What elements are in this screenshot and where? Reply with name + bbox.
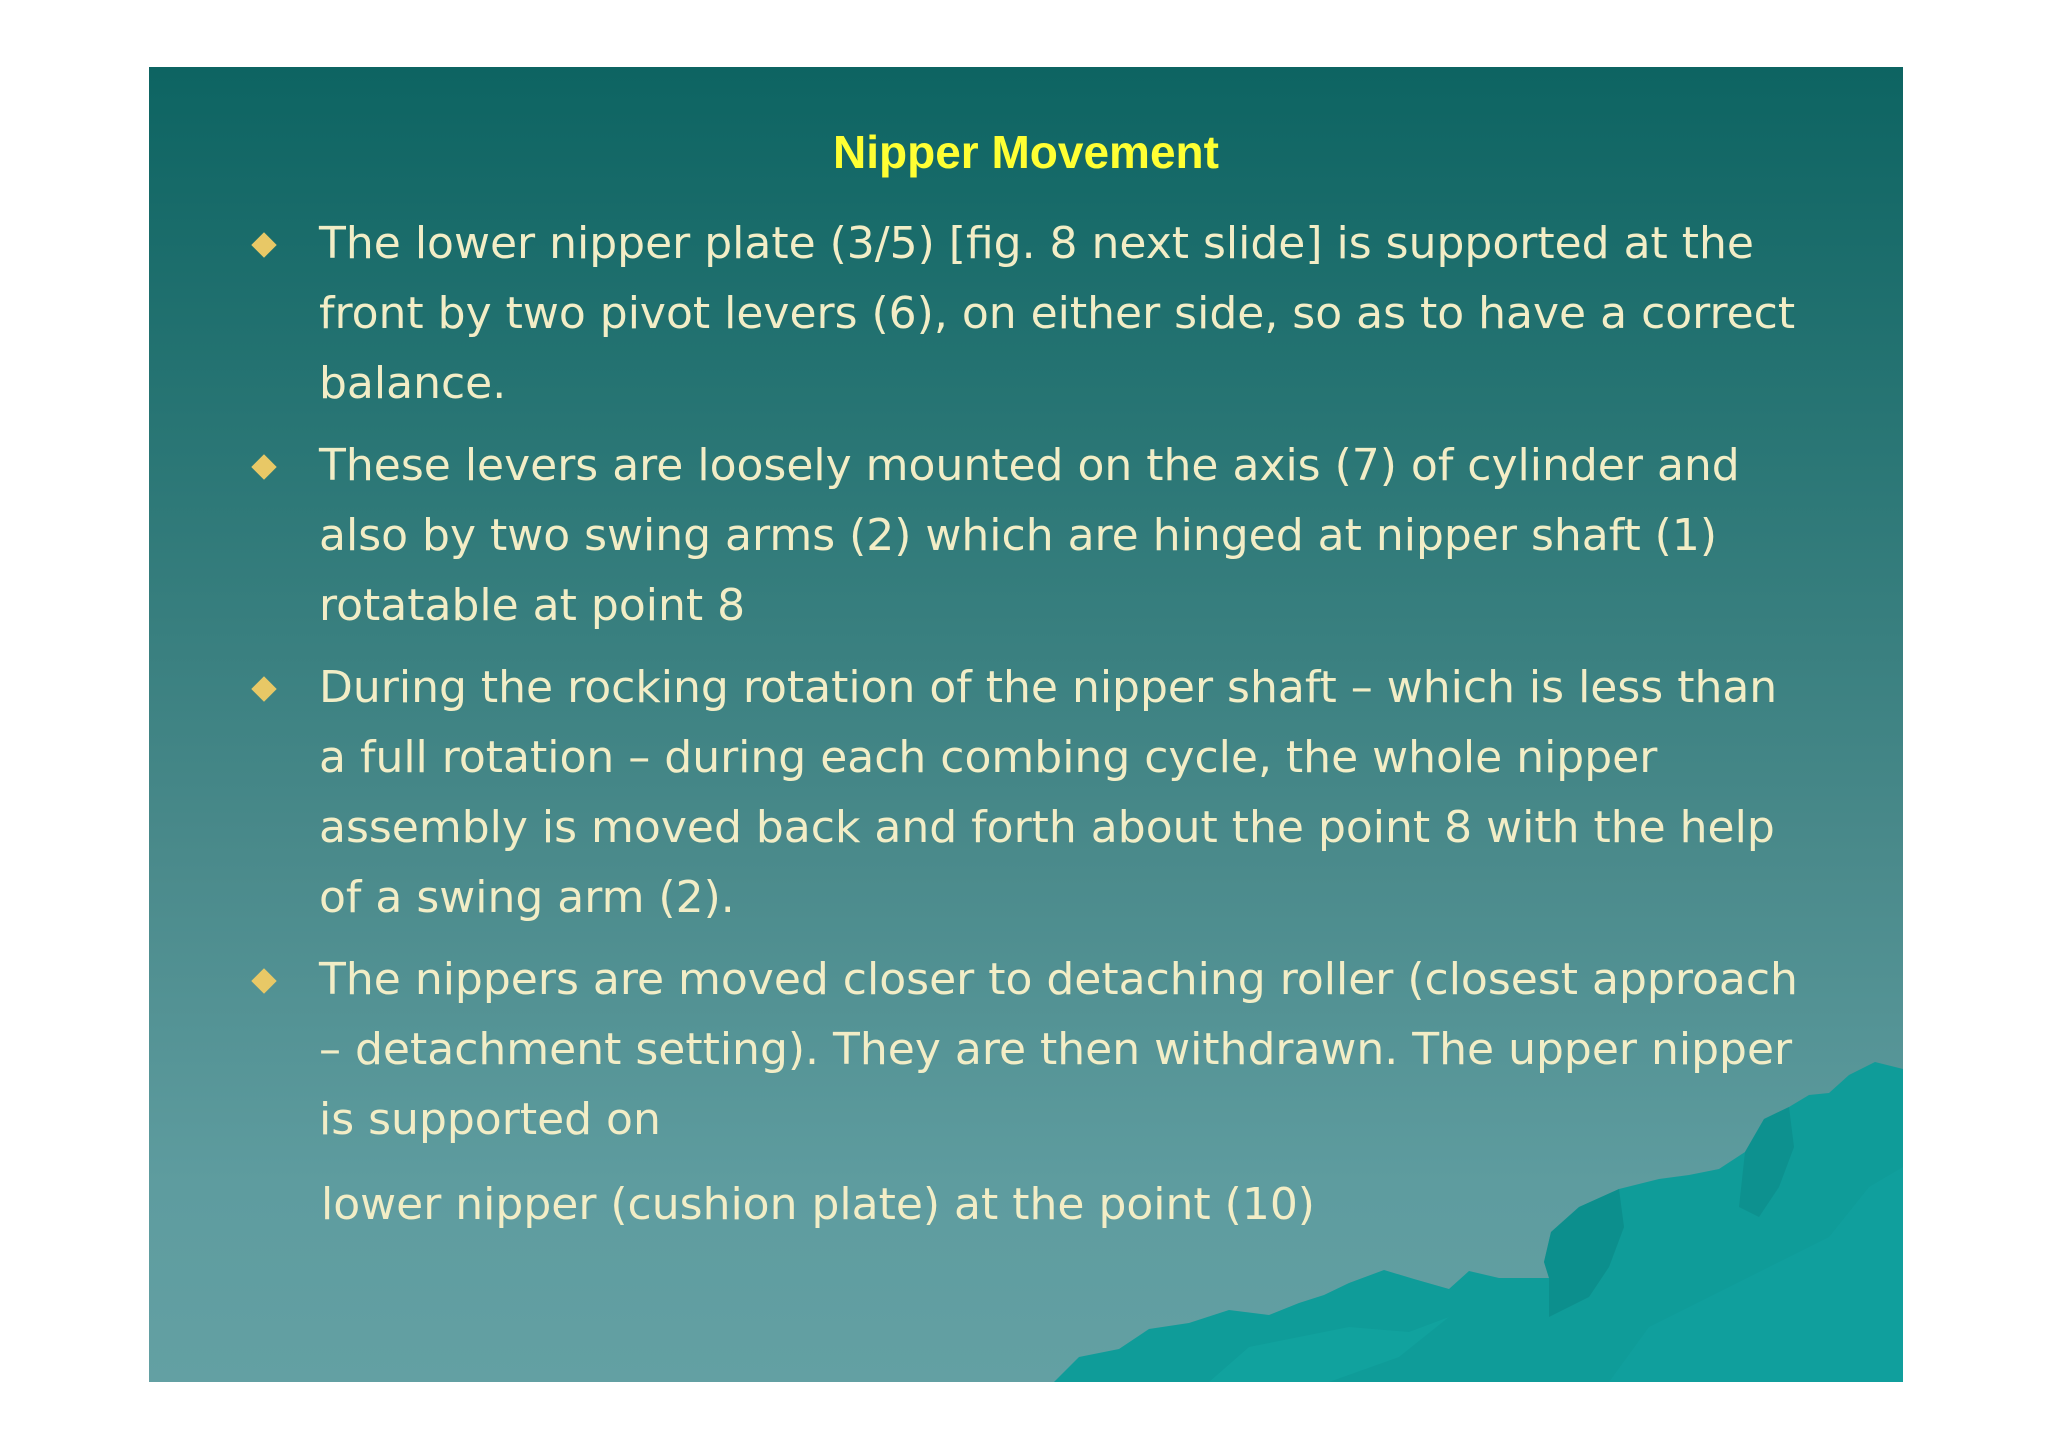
bullet-text: During the rocking rotation of the nipper shaft – which is less than a full rotation – during each combing cycle, the whole nipper assembly is moved back and forth about the point 8 with the help of a swing arm (2).: [319, 662, 1778, 923]
diamond-bullet-icon: [251, 232, 276, 257]
diamond-bullet-icon: [251, 968, 276, 993]
bullet-text: The lower nipper plate (3/5) [fig. 8 next slide] is supported at the front by two pivot levers (6), on either side, so as to have a correct balance.: [319, 218, 1796, 409]
diamond-bullet-icon: [251, 454, 276, 479]
continuation-text: lower nipper (cushion plate) at the point (10): [321, 1179, 1315, 1230]
slide-title: Nipper Movement: [833, 126, 1219, 178]
bullet-item: [249, 209, 1809, 419]
bullet-list: [249, 209, 1809, 1167]
bullet-text: The nippers are moved closer to detaching roller (closest approach – detachment setting). They are then withdrawn. The upper nipper is supported on: [319, 954, 1798, 1145]
bullet-text: These levers are loosely mounted on the axis (7) of cylinder and also by two swing arms (2) which are hinged at nipper shaft (1) rotatable at point 8: [319, 440, 1740, 631]
bullet-item: [249, 431, 1809, 641]
slide: [149, 67, 1903, 1382]
bullet-item: [249, 653, 1809, 933]
bullet-item: [249, 945, 1809, 1155]
diamond-bullet-icon: [251, 676, 276, 701]
